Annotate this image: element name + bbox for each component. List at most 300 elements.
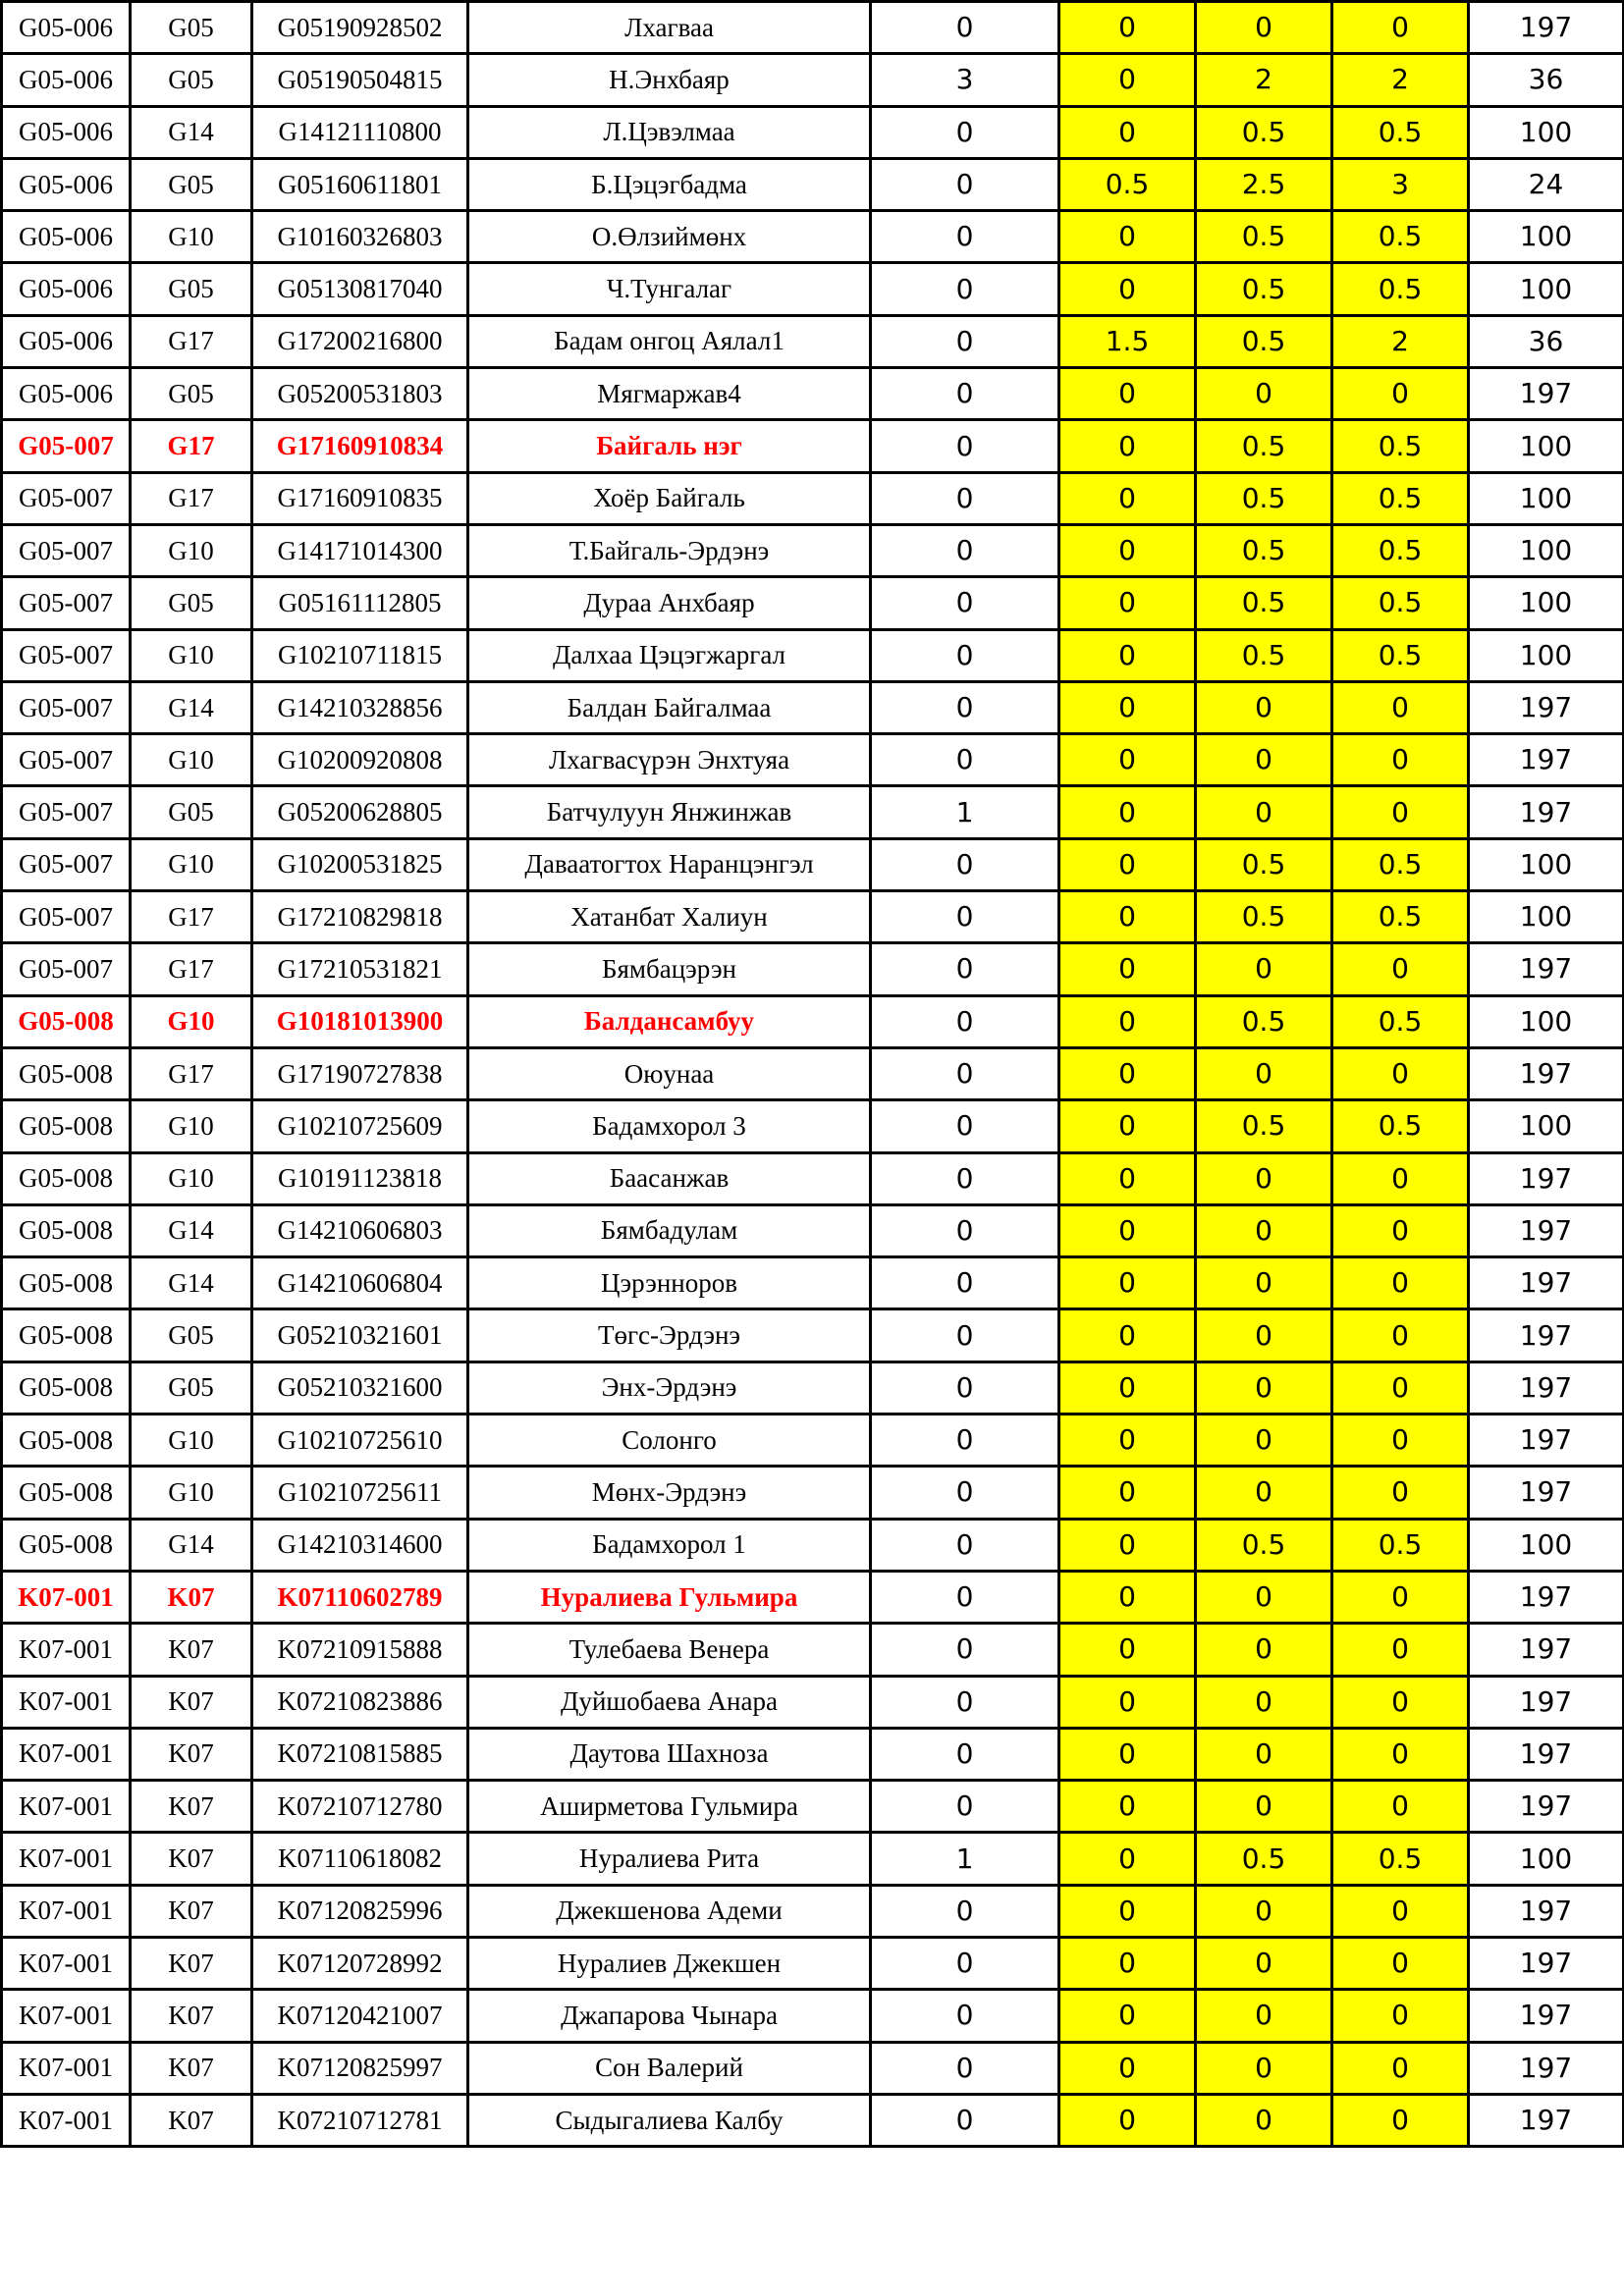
region-cell: K07 (131, 1676, 252, 1728)
value-cell-3: 0 (1196, 2, 1332, 54)
value-cell-1: 0 (871, 420, 1059, 472)
value-cell-4: 0 (1332, 1467, 1469, 1519)
region-cell: G05 (131, 54, 252, 106)
group-code-cell: K07-001 (2, 1781, 131, 1833)
value-cell-3: 0.5 (1196, 1100, 1332, 1152)
table-row (2, 2094, 1624, 2146)
value-cell-5: 197 (1469, 1885, 1624, 1937)
value-cell-3: 0.5 (1196, 420, 1332, 472)
value-cell-1: 0 (871, 1728, 1059, 1780)
value-cell-4: 0 (1332, 1624, 1469, 1676)
value-cell-2: 0 (1059, 681, 1196, 733)
value-cell-2: 0.5 (1059, 158, 1196, 210)
value-cell-2: 0 (1059, 54, 1196, 106)
value-cell-5: 100 (1469, 577, 1624, 629)
group-code-cell: K07-001 (2, 1990, 131, 2042)
group-code-cell: G05-008 (2, 1257, 131, 1309)
value-cell-1: 0 (871, 1309, 1059, 1362)
value-cell-3: 0 (1196, 1047, 1332, 1099)
value-cell-5: 100 (1469, 106, 1624, 158)
value-cell-4: 0 (1332, 734, 1469, 786)
value-cell-3: 0 (1196, 1362, 1332, 1414)
id-cell: G05210321600 (252, 1362, 468, 1414)
value-cell-4: 0 (1332, 1885, 1469, 1937)
value-cell-1: 0 (871, 211, 1059, 263)
id-cell: G14210606804 (252, 1257, 468, 1309)
group-code-cell: K07-001 (2, 1937, 131, 1989)
name-cell: Дураа Анхбаяр (468, 577, 871, 629)
value-cell-3: 0.5 (1196, 838, 1332, 890)
value-cell-4: 0 (1332, 2094, 1469, 2146)
table-row (2, 368, 1624, 420)
group-code-cell: G05-007 (2, 524, 131, 576)
value-cell-3: 0 (1196, 1467, 1332, 1519)
group-code-cell: K07-001 (2, 1571, 131, 1623)
value-cell-2: 0 (1059, 1257, 1196, 1309)
value-cell-3: 0.5 (1196, 577, 1332, 629)
region-cell: K07 (131, 1885, 252, 1937)
group-code-cell: G05-008 (2, 1415, 131, 1467)
value-cell-2: 0 (1059, 995, 1196, 1047)
value-cell-2: 0 (1059, 1885, 1196, 1937)
region-cell: G05 (131, 786, 252, 838)
value-cell-5: 100 (1469, 1833, 1624, 1885)
id-cell: K07210823886 (252, 1676, 468, 1728)
table-row (2, 629, 1624, 681)
name-cell: Солонго (468, 1415, 871, 1467)
id-cell: G10210725611 (252, 1467, 468, 1519)
name-cell: Балдансамбуу (468, 995, 871, 1047)
value-cell-2: 0 (1059, 629, 1196, 681)
group-code-cell: G05-007 (2, 629, 131, 681)
value-cell-1: 0 (871, 524, 1059, 576)
table-row (2, 943, 1624, 995)
value-cell-3: 0 (1196, 1676, 1332, 1728)
name-cell: Джекшенова Адеми (468, 1885, 871, 1937)
table-row (2, 734, 1624, 786)
table-row (2, 1204, 1624, 1256)
id-cell: G05130817040 (252, 263, 468, 315)
value-cell-5: 100 (1469, 211, 1624, 263)
table-row (2, 1885, 1624, 1937)
group-code-cell: G05-008 (2, 1519, 131, 1571)
group-code-cell: G05-008 (2, 1204, 131, 1256)
value-cell-1: 1 (871, 786, 1059, 838)
value-cell-1: 0 (871, 943, 1059, 995)
group-code-cell: K07-001 (2, 1624, 131, 1676)
name-cell: Төгс-Эрдэнэ (468, 1309, 871, 1362)
value-cell-3: 0.5 (1196, 1833, 1332, 1885)
value-cell-3: 0 (1196, 368, 1332, 420)
value-cell-5: 197 (1469, 1728, 1624, 1780)
value-cell-3: 0.5 (1196, 472, 1332, 524)
table-row (2, 1467, 1624, 1519)
name-cell: Хатанбат Халиун (468, 891, 871, 943)
id-cell: K07120728992 (252, 1937, 468, 1989)
value-cell-1: 0 (871, 1204, 1059, 1256)
value-cell-5: 197 (1469, 1257, 1624, 1309)
value-cell-4: 0 (1332, 1152, 1469, 1204)
table-body (2, 2, 1624, 2147)
id-cell: K07120825996 (252, 1885, 468, 1937)
value-cell-5: 100 (1469, 838, 1624, 890)
region-cell: G14 (131, 1204, 252, 1256)
name-cell: Т.Байгаль-Эрдэнэ (468, 524, 871, 576)
value-cell-1: 0 (871, 2, 1059, 54)
value-cell-4: 0.5 (1332, 995, 1469, 1047)
table-row (2, 1571, 1624, 1623)
group-code-cell: G05-007 (2, 420, 131, 472)
value-cell-4: 0.5 (1332, 472, 1469, 524)
region-cell: G10 (131, 734, 252, 786)
group-code-cell: G05-008 (2, 1309, 131, 1362)
value-cell-3: 0 (1196, 2042, 1332, 2094)
value-cell-5: 100 (1469, 420, 1624, 472)
value-cell-2: 0 (1059, 211, 1196, 263)
name-cell: Джапарова Чынара (468, 1990, 871, 2042)
name-cell: Тулебаева Венера (468, 1624, 871, 1676)
region-cell: G10 (131, 995, 252, 1047)
value-cell-4: 0.5 (1332, 524, 1469, 576)
group-code-cell: K07-001 (2, 1676, 131, 1728)
value-cell-2: 0 (1059, 106, 1196, 158)
value-cell-5: 197 (1469, 1047, 1624, 1099)
value-cell-5: 24 (1469, 158, 1624, 210)
table-row (2, 1362, 1624, 1414)
value-cell-5: 100 (1469, 524, 1624, 576)
value-cell-1: 0 (871, 1362, 1059, 1414)
value-cell-3: 0 (1196, 2094, 1332, 2146)
value-cell-3: 2.5 (1196, 158, 1332, 210)
value-cell-2: 1.5 (1059, 315, 1196, 367)
name-cell: О.Өлзиймөнх (468, 211, 871, 263)
value-cell-1: 0 (871, 315, 1059, 367)
value-cell-4: 0.5 (1332, 891, 1469, 943)
value-cell-4: 0 (1332, 1257, 1469, 1309)
table-row (2, 1257, 1624, 1309)
value-cell-1: 0 (871, 734, 1059, 786)
name-cell: Мягмаржав4 (468, 368, 871, 420)
value-cell-5: 197 (1469, 734, 1624, 786)
value-cell-4: 0.5 (1332, 577, 1469, 629)
id-cell: G05200628805 (252, 786, 468, 838)
group-code-cell: K07-001 (2, 1833, 131, 1885)
region-cell: G05 (131, 1362, 252, 1414)
name-cell: Дуйшобаева Анара (468, 1676, 871, 1728)
value-cell-3: 0 (1196, 1257, 1332, 1309)
value-cell-2: 0 (1059, 2, 1196, 54)
value-cell-1: 0 (871, 1519, 1059, 1571)
value-cell-1: 0 (871, 368, 1059, 420)
value-cell-4: 0 (1332, 681, 1469, 733)
value-cell-4: 0 (1332, 943, 1469, 995)
value-cell-2: 0 (1059, 1309, 1196, 1362)
group-code-cell: K07-001 (2, 1885, 131, 1937)
region-cell: K07 (131, 1937, 252, 1989)
table-row (2, 1728, 1624, 1780)
id-cell: G14171014300 (252, 524, 468, 576)
value-cell-2: 0 (1059, 420, 1196, 472)
table-row (2, 54, 1624, 106)
id-cell: G10160326803 (252, 211, 468, 263)
value-cell-1: 0 (871, 472, 1059, 524)
name-cell: Сыдыгалиева Калбу (468, 2094, 871, 2146)
group-code-cell: K07-001 (2, 2042, 131, 2094)
value-cell-2: 0 (1059, 1937, 1196, 1989)
value-cell-2: 0 (1059, 891, 1196, 943)
table-row (2, 1937, 1624, 1989)
table-row (2, 315, 1624, 367)
value-cell-1: 0 (871, 1257, 1059, 1309)
value-cell-1: 0 (871, 1100, 1059, 1152)
value-cell-5: 197 (1469, 368, 1624, 420)
region-cell: G14 (131, 681, 252, 733)
value-cell-1: 3 (871, 54, 1059, 106)
id-cell: G17210531821 (252, 943, 468, 995)
name-cell: Нуралиев Джекшен (468, 1937, 871, 1989)
region-cell: G05 (131, 577, 252, 629)
value-cell-5: 197 (1469, 1676, 1624, 1728)
table-row (2, 524, 1624, 576)
name-cell: Энх-Эрдэнэ (468, 1362, 871, 1414)
name-cell: Цэрэнноров (468, 1257, 871, 1309)
table-row (2, 1415, 1624, 1467)
value-cell-4: 0.5 (1332, 420, 1469, 472)
value-cell-5: 100 (1469, 891, 1624, 943)
value-cell-4: 0 (1332, 1204, 1469, 1256)
name-cell: Баасанжав (468, 1152, 871, 1204)
group-code-cell: G05-007 (2, 472, 131, 524)
value-cell-5: 197 (1469, 681, 1624, 733)
table-row (2, 2042, 1624, 2094)
value-cell-2: 0 (1059, 2042, 1196, 2094)
region-cell: K07 (131, 1571, 252, 1623)
value-cell-3: 0 (1196, 786, 1332, 838)
region-cell: G10 (131, 629, 252, 681)
table-row (2, 1047, 1624, 1099)
group-code-cell: G05-007 (2, 577, 131, 629)
value-cell-3: 0 (1196, 1781, 1332, 1833)
value-cell-2: 0 (1059, 1990, 1196, 2042)
id-cell: G10191123818 (252, 1152, 468, 1204)
group-code-cell: G05-007 (2, 786, 131, 838)
id-cell: K07120421007 (252, 1990, 468, 2042)
name-cell: Бямбацэрэн (468, 943, 871, 995)
value-cell-2: 0 (1059, 263, 1196, 315)
name-cell: Бадамхорол 3 (468, 1100, 871, 1152)
id-cell: K07120825997 (252, 2042, 468, 2094)
value-cell-3: 0.5 (1196, 315, 1332, 367)
table-row (2, 786, 1624, 838)
name-cell: Нуралиева Рита (468, 1833, 871, 1885)
value-cell-2: 0 (1059, 1467, 1196, 1519)
value-cell-5: 197 (1469, 1937, 1624, 1989)
id-cell: G05190504815 (252, 54, 468, 106)
id-cell: G10200531825 (252, 838, 468, 890)
value-cell-4: 0 (1332, 786, 1469, 838)
name-cell: Байгаль нэг (468, 420, 871, 472)
group-code-cell: G05-006 (2, 315, 131, 367)
table-row (2, 2, 1624, 54)
table-row (2, 577, 1624, 629)
name-cell: Балдан Байгалмаа (468, 681, 871, 733)
value-cell-1: 0 (871, 629, 1059, 681)
value-cell-5: 197 (1469, 1624, 1624, 1676)
id-cell: G05190928502 (252, 2, 468, 54)
value-cell-5: 100 (1469, 995, 1624, 1047)
id-cell: G17190727838 (252, 1047, 468, 1099)
value-cell-5: 100 (1469, 263, 1624, 315)
group-code-cell: G05-008 (2, 1100, 131, 1152)
value-cell-1: 0 (871, 2042, 1059, 2094)
value-cell-4: 0 (1332, 1309, 1469, 1362)
value-cell-2: 0 (1059, 1519, 1196, 1571)
value-cell-5: 197 (1469, 1362, 1624, 1414)
value-cell-2: 0 (1059, 2094, 1196, 2146)
region-cell: G10 (131, 211, 252, 263)
table-row (2, 1990, 1624, 2042)
value-cell-3: 0.5 (1196, 891, 1332, 943)
value-cell-2: 0 (1059, 1624, 1196, 1676)
name-cell: Мөнх-Эрдэнэ (468, 1467, 871, 1519)
table-row (2, 1781, 1624, 1833)
value-cell-5: 197 (1469, 1990, 1624, 2042)
table-row (2, 1309, 1624, 1362)
value-cell-1: 0 (871, 1676, 1059, 1728)
name-cell: Аширметова Гульмира (468, 1781, 871, 1833)
value-cell-5: 197 (1469, 786, 1624, 838)
value-cell-2: 0 (1059, 1728, 1196, 1780)
id-cell: G10200920808 (252, 734, 468, 786)
value-cell-2: 0 (1059, 1362, 1196, 1414)
value-cell-1: 1 (871, 1833, 1059, 1885)
id-cell: K07110602789 (252, 1571, 468, 1623)
value-cell-4: 0 (1332, 1415, 1469, 1467)
name-cell: Н.Энхбаяр (468, 54, 871, 106)
id-cell: G14210328856 (252, 681, 468, 733)
group-code-cell: K07-001 (2, 2094, 131, 2146)
value-cell-3: 0 (1196, 1415, 1332, 1467)
table-row (2, 472, 1624, 524)
name-cell: Лхагвасүрэн Энхтуяа (468, 734, 871, 786)
id-cell: G14210314600 (252, 1519, 468, 1571)
name-cell: Даутова Шахноза (468, 1728, 871, 1780)
value-cell-3: 0.5 (1196, 1519, 1332, 1571)
name-cell: Бямбадулам (468, 1204, 871, 1256)
value-cell-1: 0 (871, 1937, 1059, 1989)
name-cell: Бадам онгоц Аялал1 (468, 315, 871, 367)
group-code-cell: G05-008 (2, 995, 131, 1047)
value-cell-4: 0 (1332, 2, 1469, 54)
region-cell: G17 (131, 943, 252, 995)
name-cell: Б.Цэцэгбадма (468, 158, 871, 210)
group-code-cell: G05-007 (2, 681, 131, 733)
value-cell-2: 0 (1059, 1676, 1196, 1728)
value-cell-2: 0 (1059, 1415, 1196, 1467)
id-cell: G14121110800 (252, 106, 468, 158)
group-code-cell: G05-007 (2, 838, 131, 890)
region-cell: G10 (131, 1152, 252, 1204)
value-cell-3: 0.5 (1196, 263, 1332, 315)
value-cell-4: 0 (1332, 1937, 1469, 1989)
value-cell-4: 0 (1332, 1362, 1469, 1414)
group-code-cell: G05-007 (2, 891, 131, 943)
value-cell-2: 0 (1059, 1047, 1196, 1099)
value-cell-2: 0 (1059, 838, 1196, 890)
region-cell: G10 (131, 838, 252, 890)
table-row (2, 891, 1624, 943)
value-cell-3: 0 (1196, 1624, 1332, 1676)
value-cell-5: 197 (1469, 2, 1624, 54)
name-cell: Хоёр Байгаль (468, 472, 871, 524)
id-cell: G05200531803 (252, 368, 468, 420)
value-cell-4: 0 (1332, 1781, 1469, 1833)
value-cell-3: 0 (1196, 1937, 1332, 1989)
table-row (2, 420, 1624, 472)
value-cell-2: 0 (1059, 734, 1196, 786)
value-cell-1: 0 (871, 995, 1059, 1047)
group-code-cell: G05-008 (2, 1362, 131, 1414)
name-cell: Л.Цэвэлмаа (468, 106, 871, 158)
value-cell-5: 197 (1469, 1467, 1624, 1519)
value-cell-3: 0 (1196, 1885, 1332, 1937)
value-cell-1: 0 (871, 577, 1059, 629)
region-cell: G10 (131, 1415, 252, 1467)
value-cell-2: 0 (1059, 1204, 1196, 1256)
value-cell-1: 0 (871, 158, 1059, 210)
id-cell: G05161112805 (252, 577, 468, 629)
id-cell: K07210712780 (252, 1781, 468, 1833)
id-cell: G05160611801 (252, 158, 468, 210)
value-cell-1: 0 (871, 2094, 1059, 2146)
value-cell-5: 197 (1469, 1781, 1624, 1833)
value-cell-2: 0 (1059, 1833, 1196, 1885)
region-cell: G10 (131, 1467, 252, 1519)
value-cell-4: 0.5 (1332, 629, 1469, 681)
value-cell-4: 0 (1332, 1047, 1469, 1099)
value-cell-4: 0 (1332, 1571, 1469, 1623)
value-cell-5: 197 (1469, 1415, 1624, 1467)
table-row (2, 681, 1624, 733)
region-cell: K07 (131, 1990, 252, 2042)
value-cell-5: 100 (1469, 1519, 1624, 1571)
value-cell-2: 0 (1059, 1100, 1196, 1152)
id-cell: G10210725609 (252, 1100, 468, 1152)
value-cell-4: 0.5 (1332, 1833, 1469, 1885)
region-cell: K07 (131, 2094, 252, 2146)
table-row (2, 106, 1624, 158)
id-cell: K07210712781 (252, 2094, 468, 2146)
value-cell-3: 0 (1196, 1990, 1332, 2042)
value-cell-5: 197 (1469, 1204, 1624, 1256)
value-cell-4: 0 (1332, 1728, 1469, 1780)
group-code-cell: G05-006 (2, 158, 131, 210)
value-cell-4: 0.5 (1332, 1100, 1469, 1152)
region-cell: K07 (131, 1624, 252, 1676)
value-cell-4: 2 (1332, 315, 1469, 367)
region-cell: K07 (131, 1833, 252, 1885)
value-cell-5: 197 (1469, 2042, 1624, 2094)
value-cell-3: 0 (1196, 1571, 1332, 1623)
id-cell: G10181013900 (252, 995, 468, 1047)
id-cell: K07110618082 (252, 1833, 468, 1885)
value-cell-3: 0.5 (1196, 211, 1332, 263)
value-cell-3: 0 (1196, 1309, 1332, 1362)
group-code-cell: G05-008 (2, 1467, 131, 1519)
name-cell: Ч.Тунгалаг (468, 263, 871, 315)
value-cell-4: 0 (1332, 1676, 1469, 1728)
value-cell-2: 0 (1059, 1781, 1196, 1833)
